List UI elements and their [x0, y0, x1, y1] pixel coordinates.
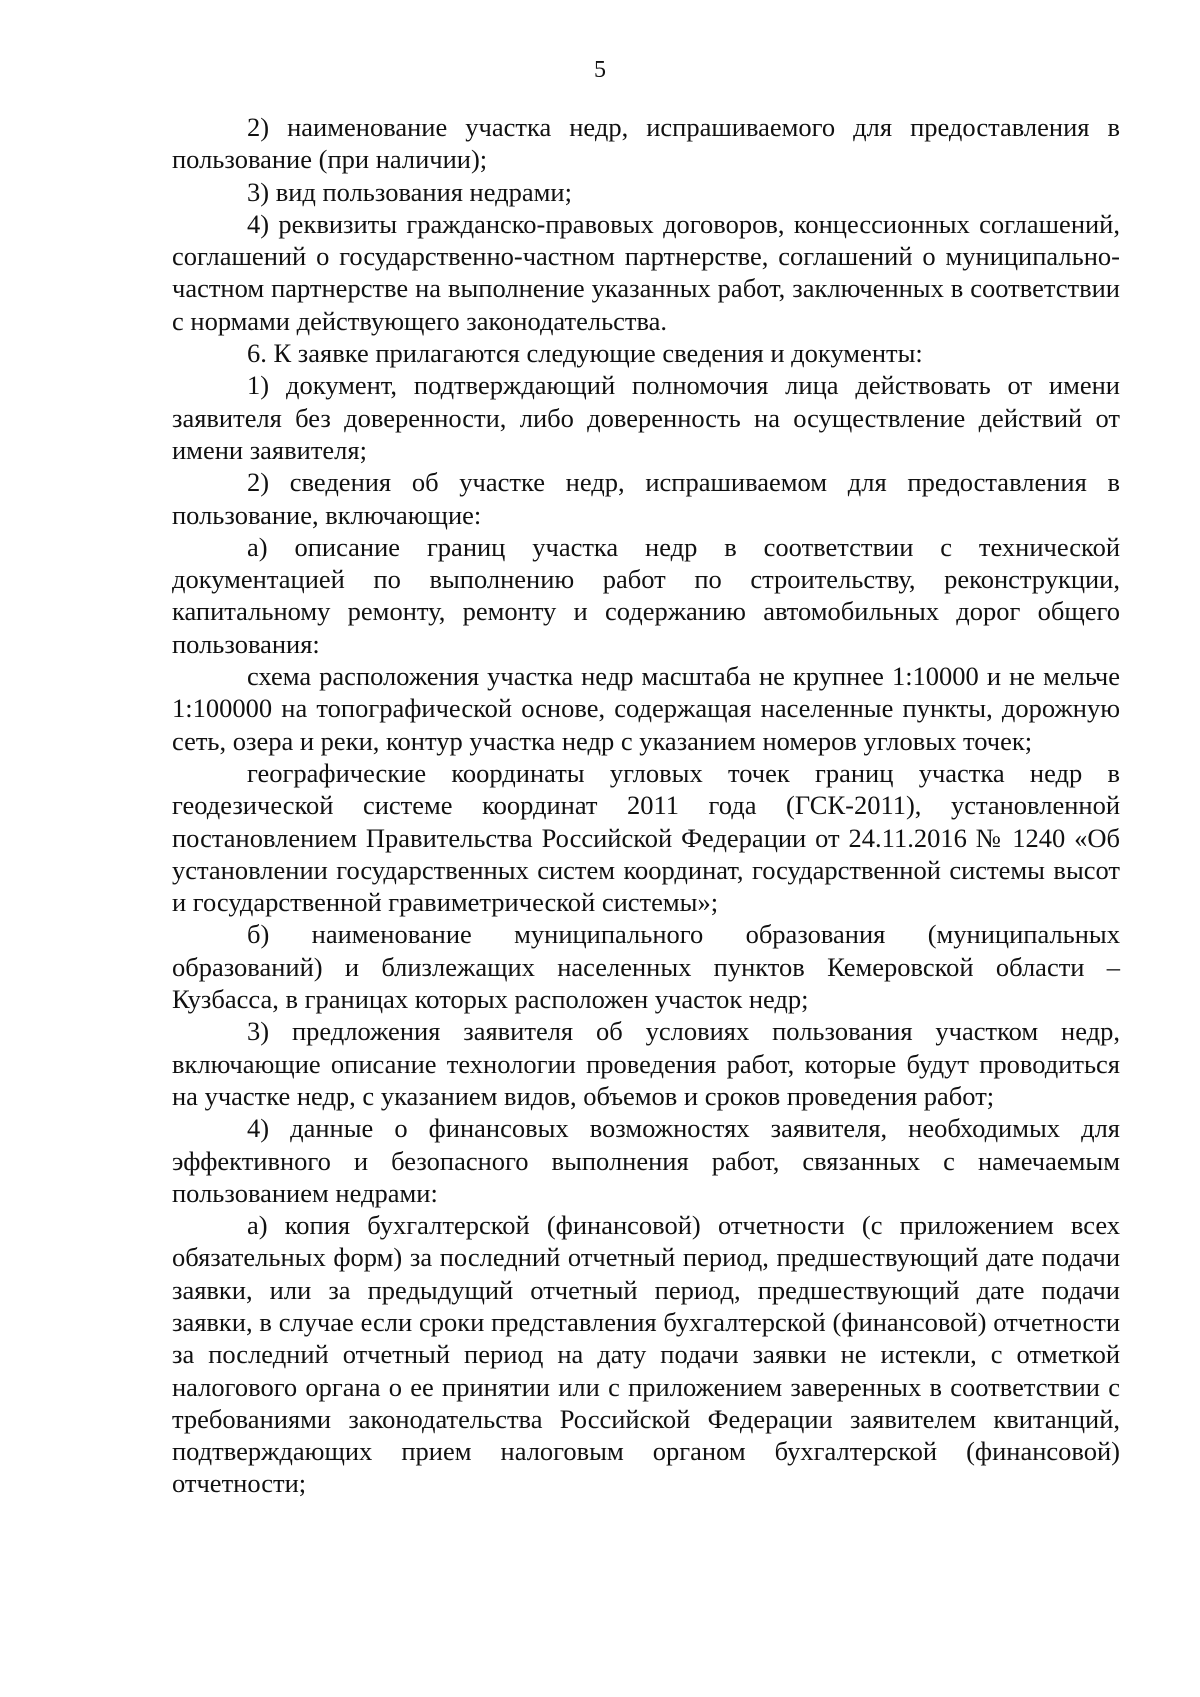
paragraph-doc-2a-scheme: схема расположения участка недр масштаба не крупнее 1:10000 и не мельче 1:100000 на топографической основе, содержащая населенные пункты, дорожную сеть, озера и реки, контур участка недр с указанием номеров угловых точек;: [172, 661, 1120, 756]
paragraph-doc-3: 3) предложения заявителя об условиях пользования участком недр, включающие описание технологии проведения работ, которые будут проводиться на участке недр, с указанием видов, объемов и сроков проведения работ;: [172, 1016, 1120, 1111]
page-number: 5: [594, 57, 606, 83]
paragraph-item-4: 4) реквизиты гражданско-правовых договоров, концессионных соглашений, соглашений о государственно-частном партнерстве, соглашений о муниципально-частном партнерстве на выполнение указанных работ, заключенных в соответствии с нормами действующего законодательства.: [172, 208, 1120, 336]
paragraph-doc-4a: а) копия бухгалтерской (финансовой) отчетности (с приложением всех обязательных форм) за последний отчетный период, предшествующий дате подачи заявки, или за предыдущий отчетный период, предшествующий дате подачи заявки, в случае если сроки представления бухгалтерской (финансовой) отчетности за последний отчетный период на дату подачи заявки не истекли, с отметкой налогового органа о ее принятии или с приложением заверенных в соответствии с требованиями законодательства Российской Федерации заявителем квитанций, подтверждающих прием налоговым органом бухгалтерской (финансовой) отчетности;: [172, 1210, 1120, 1499]
paragraph-doc-2a-coordinates: географические координаты угловых точек границ участка недр в геодезической системе координат 2011 года (ГСК-2011), установленной постановлением Правительства Российской Федерации от 24.11.2016 № 1240 «Об установлении государственных систем координат, государственной системы высот и государственной гравиметрической системы»;: [172, 757, 1120, 918]
paragraph-doc-1: 1) документ, подтверждающий полномочия лица действовать от имени заявителя без доверенности, либо доверенность на осуществление действий от имени заявителя;: [172, 370, 1120, 465]
paragraph-section-6: 6. К заявке прилагаются следующие сведения и документы:: [247, 338, 923, 369]
document-body: [172, 111, 1120, 1500]
paragraph-item-3: 3) вид пользования недрами;: [247, 176, 572, 207]
paragraph-doc-4: 4) данные о финансовых возможностях заявителя, необходимых для эффективного и безопасного выполнения работ, связанных с намечаемым пользованием недрами:: [172, 1113, 1120, 1208]
paragraph-item-2: 2) наименование участка недр, испрашиваемого для предоставления в пользование (при наличии);: [172, 112, 1120, 175]
paragraph-doc-2a: а) описание границ участка недр в соответствии с технической документацией по выполнению работ по строительству, реконструкции, капитальному ремонту, ремонту и содержанию автомобильных дорог общего пользования:: [172, 531, 1120, 659]
paragraph-doc-2: 2) сведения об участке недр, испрашиваемом для предоставления в пользование, включающие:: [172, 467, 1120, 530]
paragraph-doc-2b: б) наименование муниципального образования (муниципальных образований) и близлежащих населенных пунктов Кемеровской области – Кузбасса, в границах которых расположен участок недр;: [172, 919, 1120, 1015]
